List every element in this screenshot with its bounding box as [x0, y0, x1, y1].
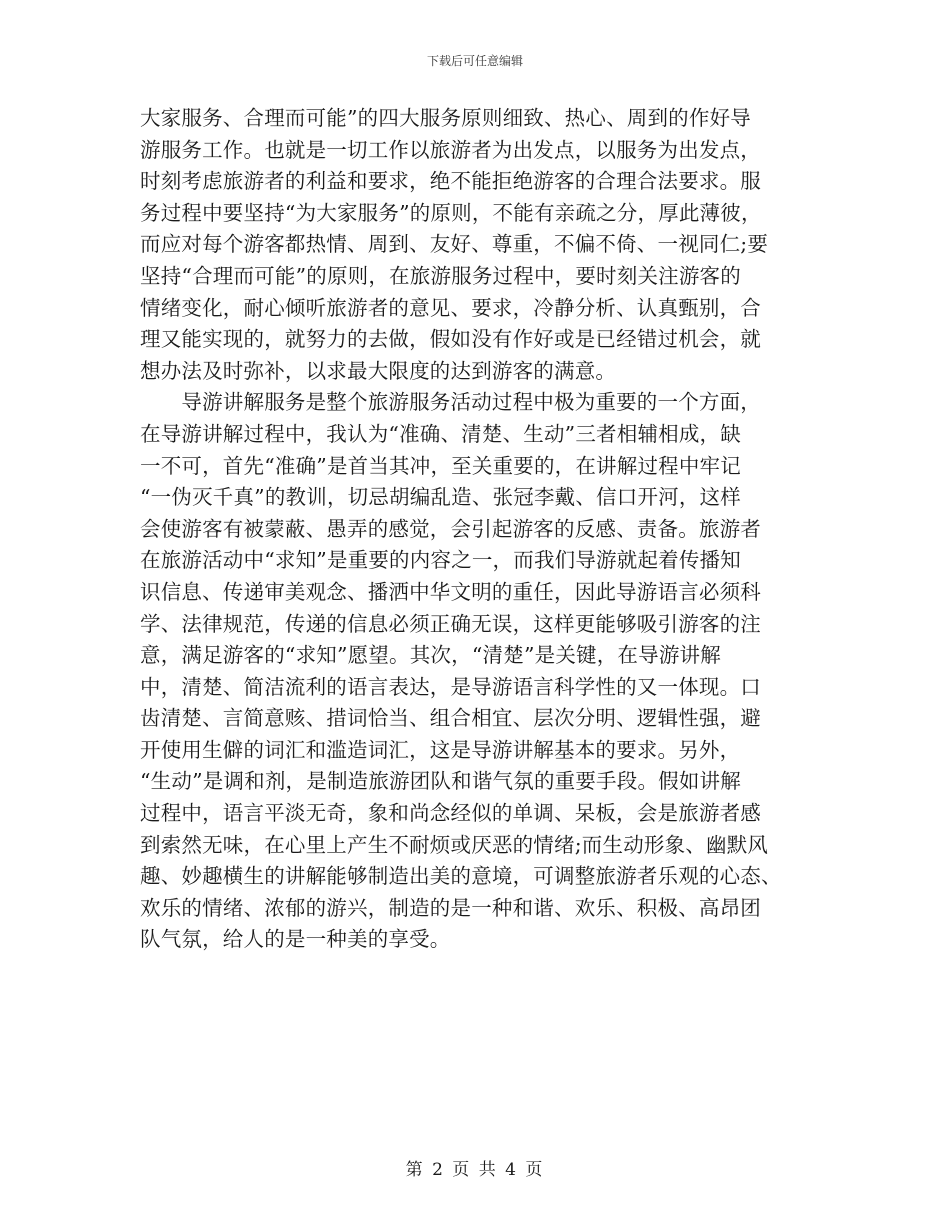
text-line: “一伪灭千真”的教训，切忌胡编乱造、张冠李戴、信口开河，这样: [140, 485, 741, 510]
text-line: 齿清楚、言简意赅、措词恰当、组合相宜、层次分明、逻辑性强，避: [140, 706, 761, 731]
text-line: 时刻考虑旅游者的利益和要求，绝不能拒绝游客的合理合法要求。服: [140, 169, 761, 194]
text-line: 游服务工作。也就是一切工作以旅游者为出发点，以服务为出发点，: [140, 137, 761, 162]
text-line: 欢乐的情绪、浓郁的游兴，制造的是一种和谐、欢乐、积极、高昂团: [140, 895, 761, 920]
text-line: 到索然无味，在心里上产生不耐烦或厌恶的情绪;而生动形象、幽默风: [140, 832, 769, 857]
text-line: 导游讲解服务是整个旅游服务活动过程中极为重要的一个方面，: [140, 390, 761, 415]
text-line: 过程中，语言平淡无奇，象和尚念经似的单调、呆板，会是旅游者感: [140, 801, 761, 826]
text-line: “生动”是调和剂，是制造旅游团队和谐气氛的重要手段。假如讲解: [140, 769, 741, 794]
text-line: 在旅游活动中“求知”是重要的内容之一，而我们导游就起着传播知: [140, 548, 741, 573]
text-line: 务过程中要坚持“为大家服务”的原则，不能有亲疏之分，厚此薄彼，: [140, 200, 762, 225]
text-line: 会使游客有被蒙蔽、愚弄的感觉，会引起游客的反感、责备。旅游者: [140, 516, 761, 541]
page-header: 下载后可任意编辑: [426, 54, 523, 68]
paragraph-1: [140, 103, 812, 387]
text-line: 大家服务、合理而可能”的四大服务原则细致、热心、周到的作好导: [140, 106, 751, 130]
text-line: 情绪变化，耐心倾听旅游者的意见、要求，冷静分析、认真甄别，合: [140, 295, 761, 320]
document-body: [140, 103, 812, 956]
text-line: 中，清楚、简洁流利的语言表达，是导游语言科学性的又一体现。口: [140, 674, 761, 699]
text-line: 队气氛，给人的是一种美的享受。: [140, 927, 451, 952]
text-line: 一不可，首先“准确”是首当其冲，至关重要的，在讲解过程中牢记: [140, 453, 741, 478]
text-line: 想办法及时弥补，以求最大限度的达到游客的满意。: [140, 358, 617, 383]
text-line: 理又能实现的，就努力的去做，假如没有作好或是已经错过机会，就: [140, 327, 761, 352]
text-line: 识信息、传递审美观念、播洒中华文明的重任，因此导游语言必须科: [140, 579, 761, 604]
text-line: 趣、妙趣横生的讲解能够制造出美的意境，可调整旅游者乐观的心态、: [140, 864, 782, 889]
text-line: 坚持“合理而可能”的原则，在旅游服务过程中，要时刻关注游客的: [140, 263, 741, 288]
text-line: 而应对每个游客都热情、周到、友好、尊重，不偏不倚、一视同仁;要: [140, 232, 769, 257]
page-footer: 第 2 页 共 4 页: [405, 1160, 545, 1180]
text-line: 学、法律规范，传递的信息必须正确无误，这样更能够吸引游客的注: [140, 611, 761, 636]
text-line: 意，满足游客的“求知”愿望。其次，“清楚”是关键，在导游讲解: [140, 643, 721, 668]
text-line: 在导游讲解过程中，我认为“准确、清楚、生动”三者相辅相成，缺: [140, 421, 741, 446]
text-line: 开使用生僻的词汇和滥造词汇，这是导游讲解基本的要求。另外，: [140, 737, 741, 762]
paragraph-2: [140, 387, 812, 956]
